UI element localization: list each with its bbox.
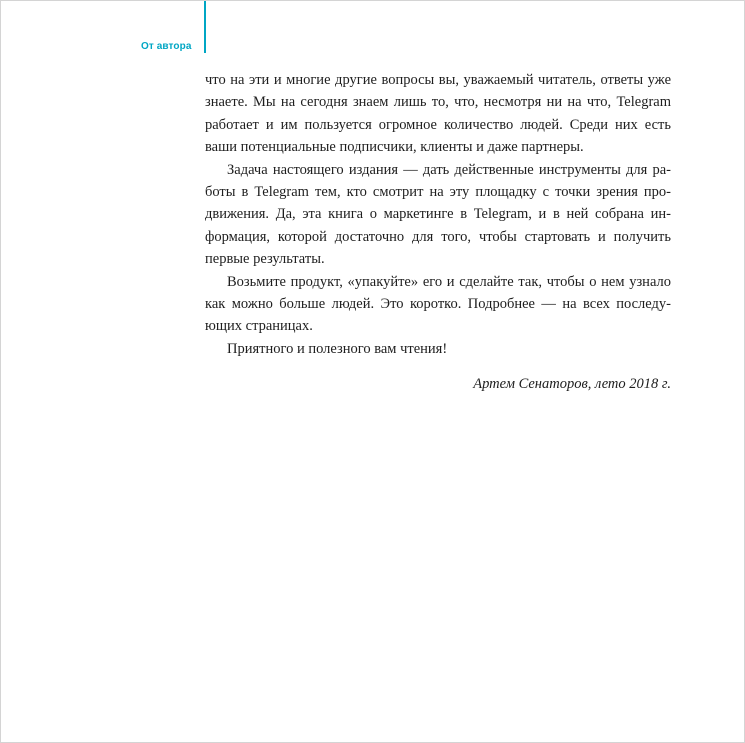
paragraph	[205, 69, 671, 159]
text-line: как можно больше людей. Это коротко. Подробнее — на всех последу-	[205, 296, 671, 313]
text-line: формация, которой достаточно для того, чтобы стартовать и получить	[205, 228, 671, 245]
text-line: движения. Да, эта книга о маркетинге в Telegram, и в ней собрана ин-	[205, 206, 671, 223]
text-line: ющих страницах.	[205, 318, 313, 335]
text-line: Возьмите продукт, «упакуйте» его и сделайте так, чтобы о нем узнало	[227, 273, 671, 290]
section-header-label: От автора	[141, 41, 192, 52]
text-line: боты в Telegram тем, кто смотрит на эту площадку с точки зрения про-	[205, 184, 671, 201]
text-line: ваши потенциальные подписчики, клиенты и даже партнеры.	[205, 139, 584, 156]
paragraph	[205, 338, 671, 360]
author-signature: Артем Сенаторов, лето 2018 г.	[473, 376, 671, 392]
text-line: Приятного и полезного вам чтения!	[227, 340, 448, 357]
header-vertical-rule	[204, 1, 206, 53]
paragraph	[205, 271, 671, 338]
text-line: знаете. Мы на сегодня знаем лишь то, что, несмотря ни на что, Telegram	[205, 94, 671, 111]
text-line: работает и им пользуется огромное количество людей. Среди них есть	[205, 116, 671, 133]
text-line: Задача настоящего издания — дать действенные инструменты для ра-	[227, 161, 671, 178]
paragraph	[205, 159, 671, 271]
body-text	[205, 69, 671, 360]
text-line: что на эти и многие другие вопросы вы, уважаемый читатель, ответы уже	[205, 72, 671, 88]
text-line: первые результаты.	[205, 251, 325, 268]
